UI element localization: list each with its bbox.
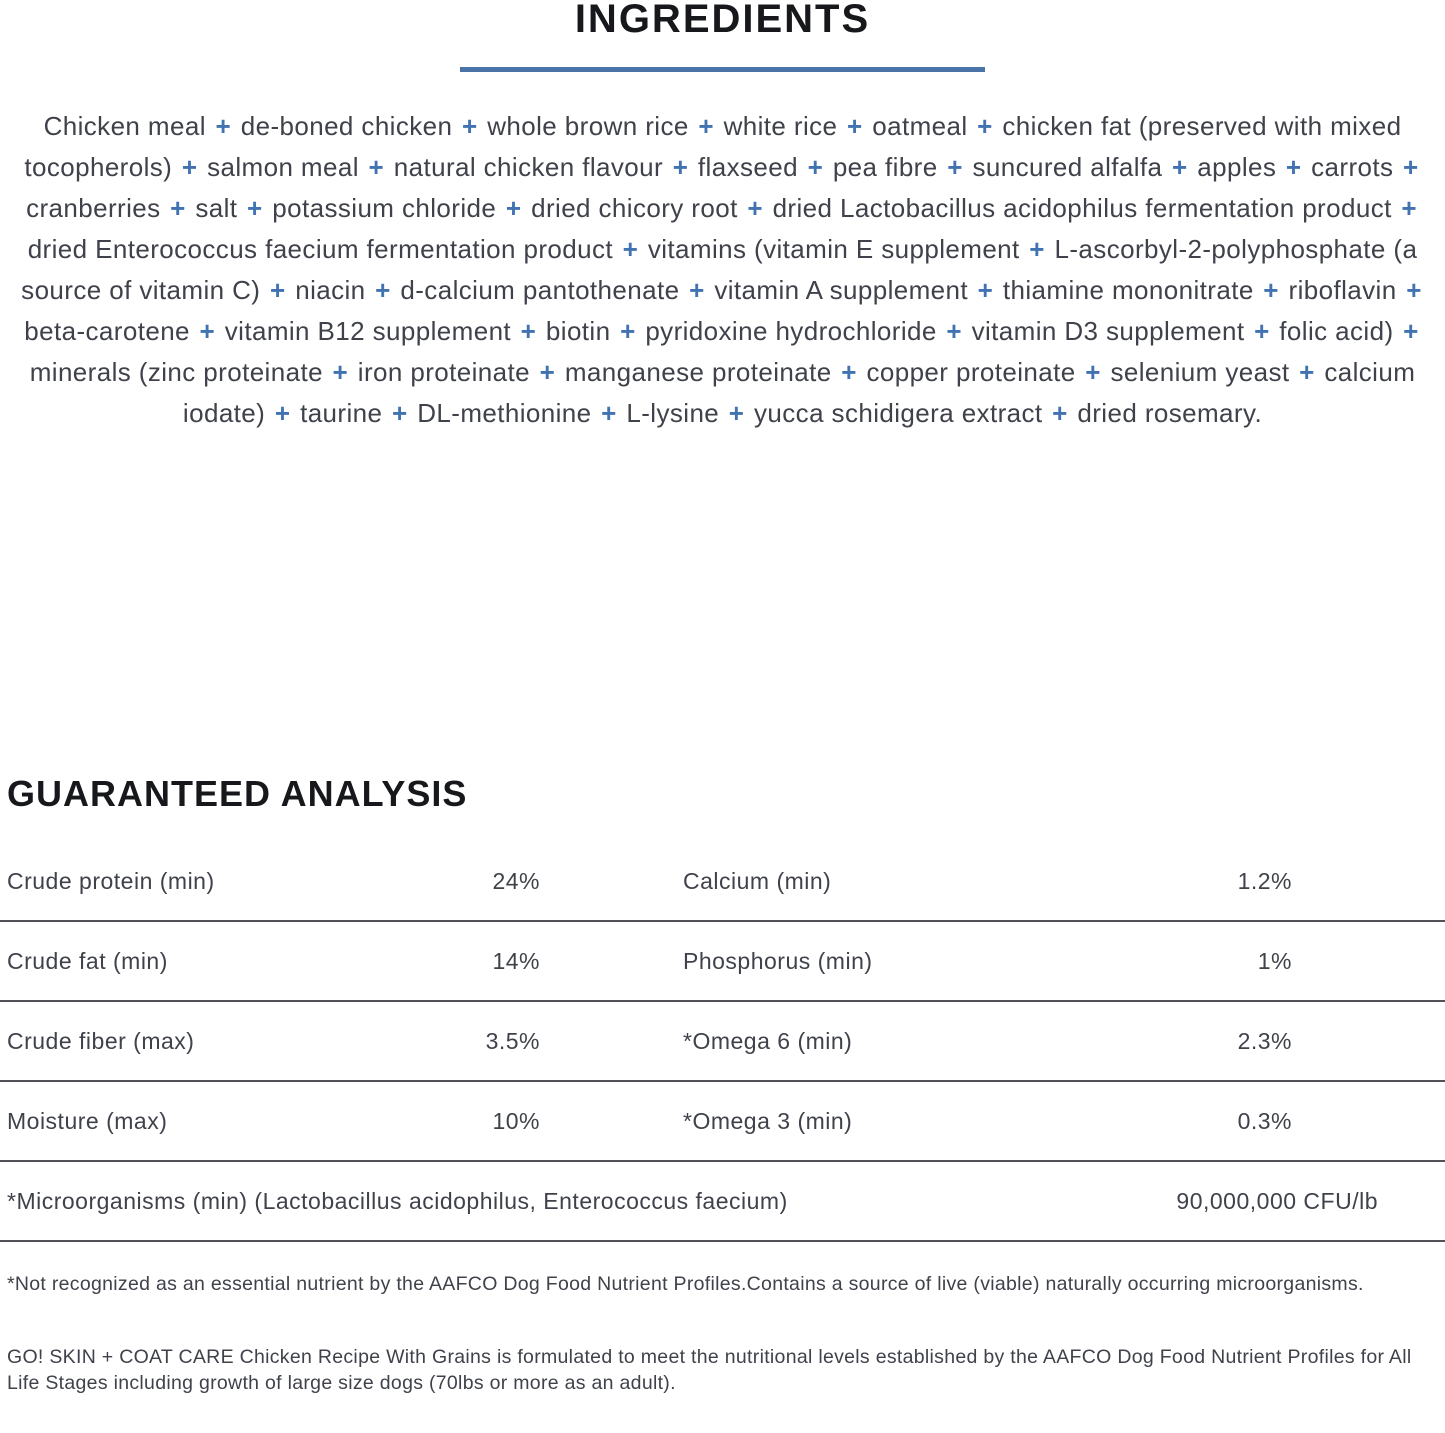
analysis-label: Crude fiber (max) (7, 1027, 195, 1054)
analysis-label: Phosphorus (min) (683, 947, 873, 974)
ingredient-item: white rice (723, 111, 838, 141)
ingredient-plus-separator: + (970, 275, 1001, 305)
ingredient-item: pea fibre (832, 152, 938, 182)
footnote-formulation-statement: GO! SKIN + COAT CARE Chicken Recipe With Grains is formulated to meet the nutritional levels established by the AAFCO Dog Food Nutrient Profiles for All Life Stages including growth of large size dogs (70lbs or more as an adult). (7, 1346, 1412, 1394)
ingredient-item: folic acid) (1279, 316, 1394, 346)
ingredient-plus-separator: + (1395, 316, 1419, 346)
ingredient-plus-separator: + (739, 193, 771, 223)
ingredient-item: apples (1197, 152, 1277, 182)
analysis-label: Crude protein (min) (7, 867, 215, 894)
analysis-value: 14% (492, 947, 540, 974)
ingredient-item: manganese proteinate (564, 357, 832, 387)
ingredient-item: salt (195, 193, 238, 223)
ingredient-item: salmon meal (207, 152, 359, 182)
analysis-row-inner (0, 842, 1445, 920)
analysis-table-row (0, 842, 1445, 922)
analysis-label: Calcium (min) (683, 867, 832, 894)
ingredient-plus-separator: + (681, 275, 713, 305)
ingredient-plus-separator: + (384, 398, 416, 428)
analysis-row-right-pair (683, 868, 1292, 895)
ingredient-item: vitamin A supplement (714, 275, 969, 305)
analysis-row-inner (0, 922, 1445, 1000)
ingredient-item: niacin (295, 275, 366, 305)
ingredient-item: selenium yeast (1110, 357, 1290, 387)
ingredient-item: dried Lactobacillus acidophilus fermentation product (772, 193, 1392, 223)
analysis-row-inner (0, 1002, 1445, 1080)
ingredient-item: carrots (1311, 152, 1394, 182)
analysis-value: 24% (492, 867, 540, 894)
analysis-row-right-pair (683, 1108, 1292, 1135)
guaranteed-analysis-table (0, 842, 1445, 1242)
ingredient-item: yucca schidigera extract (754, 398, 1043, 428)
ingredient-item: copper proteinate (866, 357, 1076, 387)
ingredient-plus-separator: + (969, 111, 1001, 141)
ingredient-plus-separator: + (498, 193, 530, 223)
ingredient-item: dried chicory root (531, 193, 738, 223)
ingredient-item: DL-methionine (417, 398, 592, 428)
ingredient-plus-separator: + (690, 111, 722, 141)
analysis-row-left-pair (7, 1028, 540, 1055)
ingredient-item: minerals (zinc proteinate (29, 357, 323, 387)
analysis-value: 10% (492, 1107, 540, 1134)
ingredient-item: thiamine mononitrate (1002, 275, 1254, 305)
ingredient-plus-separator: + (207, 111, 239, 141)
ingredient-item: vitamins (vitamin E supplement (647, 234, 1020, 264)
ingredient-plus-separator: + (1393, 193, 1417, 223)
analysis-value: 0.3% (1237, 1107, 1292, 1134)
analysis-row-left-pair (7, 868, 540, 895)
ingredient-plus-separator: + (612, 316, 644, 346)
ingredient-plus-separator: + (454, 111, 486, 141)
analysis-value: 1.2% (1237, 867, 1292, 894)
analysis-table-row-microorganisms (0, 1162, 1445, 1242)
ingredient-plus-separator: + (1077, 357, 1109, 387)
analysis-row-right-pair (683, 948, 1292, 975)
ingredient-plus-separator: + (833, 357, 865, 387)
analysis-label: Crude fat (min) (7, 947, 168, 974)
ingredient-item: L-ascorbyl-2-polyphosphate (a source of vitamin C) (21, 234, 1418, 305)
ingredient-plus-separator: + (799, 152, 831, 182)
analysis-label: *Omega 3 (min) (683, 1107, 853, 1134)
ingredient-item: d-calcium pantothenate (400, 275, 680, 305)
ingredient-item: chicken fat (preserved with mixed tocopherols) (24, 111, 1402, 182)
ingredients-title-underline (460, 67, 985, 72)
ingredient-item: vitamin D3 supplement (971, 316, 1245, 346)
ingredient-item: oatmeal (872, 111, 968, 141)
ingredient-item: potassium chloride (272, 193, 497, 223)
analysis-value: 1% (1257, 947, 1292, 974)
ingredient-item: cranberries (26, 193, 161, 223)
ingredients-section (0, 0, 1445, 434)
ingredient-plus-separator: + (1021, 234, 1053, 264)
ingredient-plus-separator: + (174, 152, 206, 182)
ingredient-plus-separator: + (721, 398, 753, 428)
analysis-table-row (0, 1082, 1445, 1162)
ingredient-plus-separator: + (1255, 275, 1287, 305)
ingredient-item: beta-carotene (24, 316, 190, 346)
ingredients-title: INGREDIENTS (574, 0, 871, 41)
ingredient-item: Chicken meal (43, 111, 206, 141)
ingredient-item: riboflavin (1288, 275, 1397, 305)
ingredient-plus-separator: + (191, 316, 223, 346)
analysis-table-row (0, 1002, 1445, 1082)
footnote-aafco-microorganisms: *Not recognized as an essential nutrient by the AAFCO Dog Food Nutrient Profiles.Contains a source of live (viable) naturally occurring microorganisms. (7, 1273, 1364, 1295)
ingredient-item: de-boned chicken (240, 111, 453, 141)
ingredient-item: calcium iodate) (182, 357, 1416, 428)
analysis-label: Moisture (max) (7, 1107, 168, 1134)
analysis-row-inner (0, 1082, 1445, 1160)
analysis-value: 90,000,000 CFU/lb (1176, 1187, 1378, 1214)
ingredient-plus-separator: + (367, 275, 399, 305)
ingredient-plus-separator: + (593, 398, 625, 428)
ingredient-item: taurine (300, 398, 383, 428)
analysis-label: *Microorganisms (min) (Lactobacillus acidophilus, Enterococcus faecium) (7, 1187, 788, 1214)
analysis-row-left-pair (7, 1108, 540, 1135)
guaranteed-analysis-title: GUARANTEED ANALYSIS (7, 773, 468, 814)
ingredient-plus-separator: + (938, 316, 970, 346)
ingredient-plus-separator: + (162, 193, 194, 223)
ingredient-item: dried Enterococcus faecium fermentation product (27, 234, 614, 264)
ingredients-paragraph (7, 106, 1439, 434)
ingredient-plus-separator: + (532, 357, 563, 387)
analysis-row-right-pair (683, 1028, 1292, 1055)
ingredient-item: natural chicken flavour (393, 152, 664, 182)
ingredient-item: pyridoxine hydrochloride (645, 316, 937, 346)
ingredient-plus-separator: + (1395, 152, 1419, 182)
ingredient-item: flaxseed (697, 152, 798, 182)
ingredient-plus-separator: + (239, 193, 271, 223)
guaranteed-analysis-section (0, 774, 1445, 1242)
ingredient-item: whole brown rice (487, 111, 689, 141)
ingredient-plus-separator: + (615, 234, 646, 264)
ingredient-plus-separator: + (1246, 316, 1278, 346)
ingredient-item: vitamin B12 supplement (224, 316, 512, 346)
ingredient-plus-separator: + (267, 398, 299, 428)
analysis-table-row (0, 922, 1445, 1002)
ingredient-item: biotin (545, 316, 611, 346)
ingredient-plus-separator: + (360, 152, 392, 182)
ingredient-item: iron proteinate (357, 357, 531, 387)
ingredient-plus-separator: + (839, 111, 871, 141)
ingredient-item: L-lysine (626, 398, 720, 428)
ingredient-plus-separator: + (665, 152, 696, 182)
ingredient-plus-separator: + (1278, 152, 1310, 182)
ingredient-plus-separator: + (939, 152, 971, 182)
ingredient-plus-separator: + (1164, 152, 1196, 182)
analysis-row-inner (7, 1162, 1378, 1240)
ingredient-plus-separator: + (1398, 275, 1422, 305)
analysis-row-left-pair (7, 948, 540, 975)
ingredient-item: dried rosemary. (1077, 398, 1263, 428)
ingredient-plus-separator: + (1044, 398, 1076, 428)
ingredient-plus-separator: + (262, 275, 294, 305)
ingredient-plus-separator: + (324, 357, 356, 387)
analysis-value: 2.3% (1237, 1027, 1292, 1054)
ingredient-plus-separator: + (513, 316, 544, 346)
analysis-label: *Omega 6 (min) (683, 1027, 853, 1054)
ingredient-plus-separator: + (1291, 357, 1323, 387)
analysis-value: 3.5% (485, 1027, 540, 1054)
ingredient-item: suncured alfalfa (972, 152, 1163, 182)
